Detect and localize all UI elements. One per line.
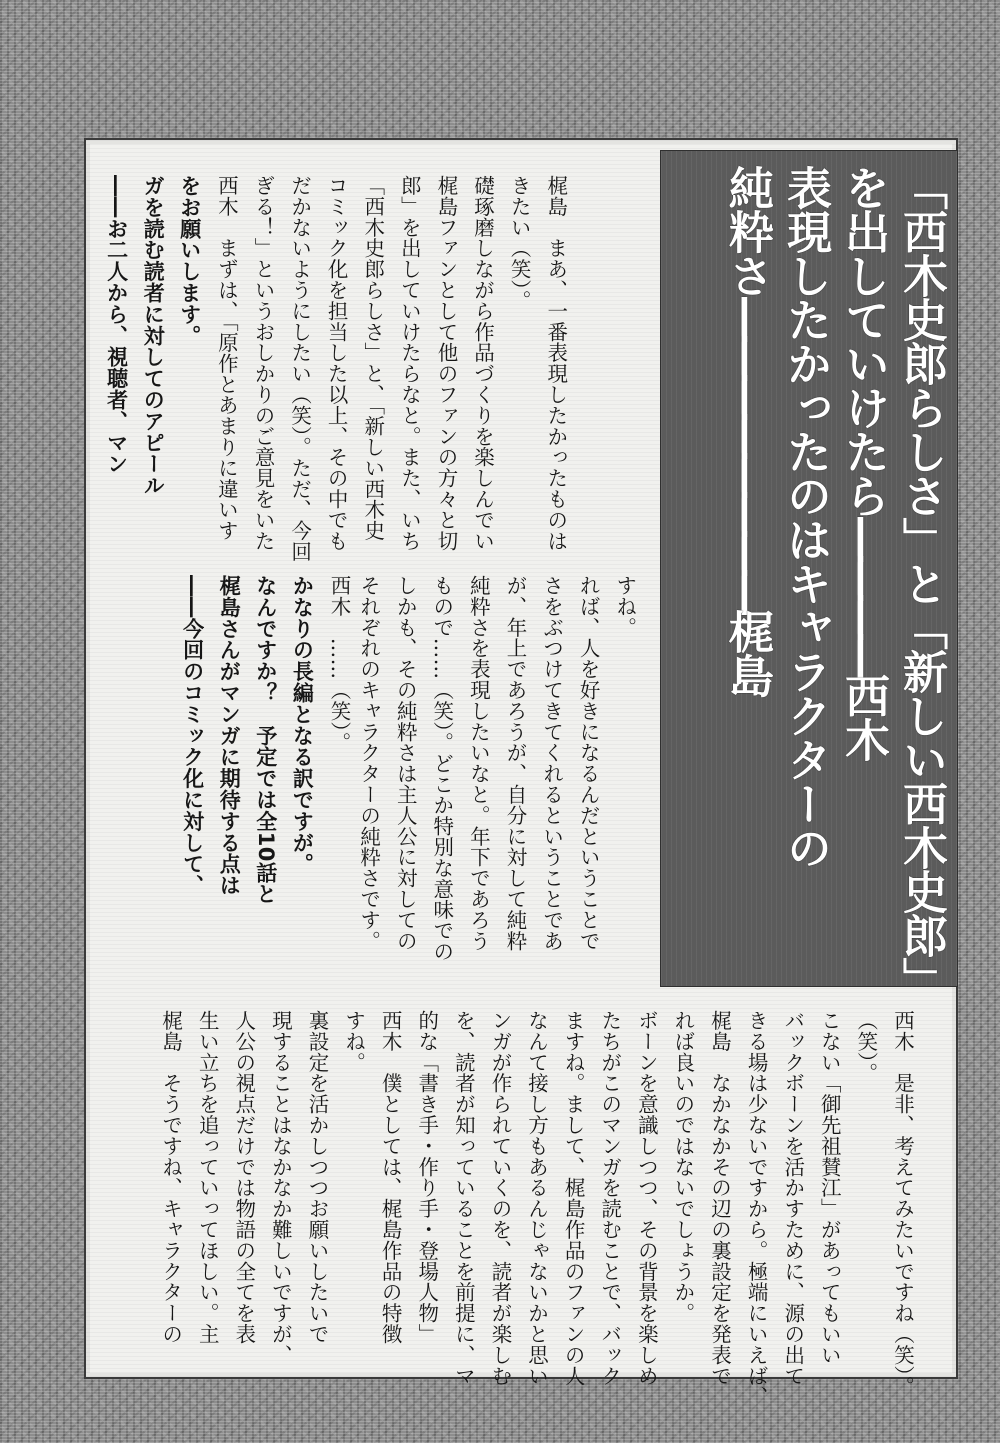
- article-line: こない「御先祖賛江」があってもいい: [817, 1010, 842, 1366]
- article-line: きる場は少ないですから。極端にいえば、: [744, 1010, 769, 1408]
- interviewer-question-line: ガを読む読者に対してのアピール: [141, 175, 166, 496]
- interviewer-question-line: かなりの長編となる訳ですが。: [290, 575, 315, 875]
- article-line: さをぶつけてきてくれるということであ: [539, 575, 564, 952]
- headline-author-kajishima: 梶島: [721, 609, 774, 697]
- article-line: が、年上であろうが、自分に対して純粋: [502, 575, 527, 952]
- article-line: 西木 僕としては、梶島作品の特徴: [378, 1010, 403, 1345]
- interviewer-question-line: なんですか？ 予定では全10話と: [253, 575, 278, 905]
- article-column-middle-right: [350, 575, 643, 962]
- article-column-middle-left: [174, 575, 357, 1005]
- article-line: ますね。まして、梶島作品のファンの人: [561, 1010, 586, 1387]
- article-line: バックボーンを活かすために、源の出て: [780, 1010, 805, 1387]
- headline-box: [660, 150, 958, 1001]
- article-line: もので……（笑）。どこか特別な意味での: [429, 575, 454, 962]
- article-line: たちがこのマンガを読むことで、バック: [597, 1010, 622, 1387]
- interviewer-question-line: 梶島さんがマンガに期待する点は: [217, 575, 242, 896]
- article-line: きたい（笑）。: [507, 175, 532, 312]
- article-line: （笑）。: [853, 1010, 878, 1084]
- article-line: 純粋さを表現したいなと。年下であろう: [466, 575, 491, 952]
- article-line: 生い立ちを追っていってほしい。主: [195, 1010, 220, 1345]
- headline-line-2: [834, 165, 892, 977]
- article-line: 西木 是非、考えてみたいですね（笑）。: [890, 1010, 915, 1397]
- interviewer-question-line: をお願いします。: [177, 175, 202, 347]
- article-line: 梶島ファンとして他のファンの方々と切: [433, 175, 458, 552]
- headline-author-nishiki: 西木: [837, 673, 890, 761]
- article-line: 西木 まずは、「原作とあまりに違いす: [214, 175, 239, 541]
- article-line: を、読者が知っていることを前提に、マ: [451, 1010, 476, 1387]
- article-line: ンガが作られていくのを、読者が楽しむ: [487, 1010, 512, 1387]
- article-line: 現することはなかなか難しいですが、: [268, 1010, 293, 1366]
- interviewer-question-line: ――今回のコミック化に対して、: [180, 575, 205, 896]
- article-line: すね。: [341, 1010, 366, 1073]
- interviewer-question-line: ――お二人から、視聴者、マン: [104, 175, 129, 475]
- article-line: なんて接し方もあるんじゃないかと思い: [524, 1010, 549, 1387]
- headline-line-1: 「西木史郎らしさ」と「新しい西木史郎」: [895, 165, 948, 1001]
- article-line: だかないようにしたい（笑）。ただ、今回: [287, 175, 312, 562]
- article-line: 裏設定を活かしつつお願いしたいで: [304, 1010, 329, 1345]
- headline-line-4-dash: ――――――――: [721, 297, 774, 609]
- article-line: 「西木史郎らしさ」と、「新しい西木史: [360, 175, 385, 541]
- article-line: すね。: [612, 575, 637, 638]
- article-line: 西木 ……（笑）。: [326, 575, 351, 753]
- article-line: 人公の視点だけでは物語の全てを表: [231, 1010, 256, 1345]
- article-line: 梶島 まあ、一番表現したかったものは: [543, 175, 568, 552]
- article-line: 梶島 そうですね、キャラクターの: [158, 1010, 183, 1345]
- headline-line-4-text: 純粋さ: [721, 165, 774, 297]
- headline-line-2-dash: ――――: [837, 517, 890, 673]
- article-line: れば、人を好きになるんだということで: [576, 575, 601, 952]
- article-line: それぞれのキャラクターの純粋さです。: [356, 575, 381, 952]
- article-line: ボーンを意識しつつ、その背景を楽しめ: [634, 1010, 659, 1387]
- article-line: 郎」を出していけたらなと。また、いち: [397, 175, 422, 552]
- headline-line-4: [718, 165, 776, 977]
- headline-line-3: 表現したかったのはキャラクターの: [779, 165, 832, 869]
- article-line: しかも、その純粋さは主人公に対しての: [393, 575, 418, 952]
- article-line: 礎琢磨しながら作品づくりを楽しんでい: [470, 175, 495, 552]
- article-line: 的な「書き手・作り手・登場人物」: [414, 1010, 439, 1345]
- article-line: ぎる！」というおしかりのご意見をいた: [250, 175, 275, 552]
- headline-line-2-text: を出していけたら: [837, 165, 890, 517]
- article-line: れば良いのではないでしょうか。: [670, 1010, 695, 1324]
- article-line: コミック化を担当した以上、その中でも: [324, 175, 349, 552]
- article-column-bottom: [152, 1010, 920, 1408]
- article-line: 梶島 なかなかその辺の裏設定を発表で: [707, 1010, 732, 1387]
